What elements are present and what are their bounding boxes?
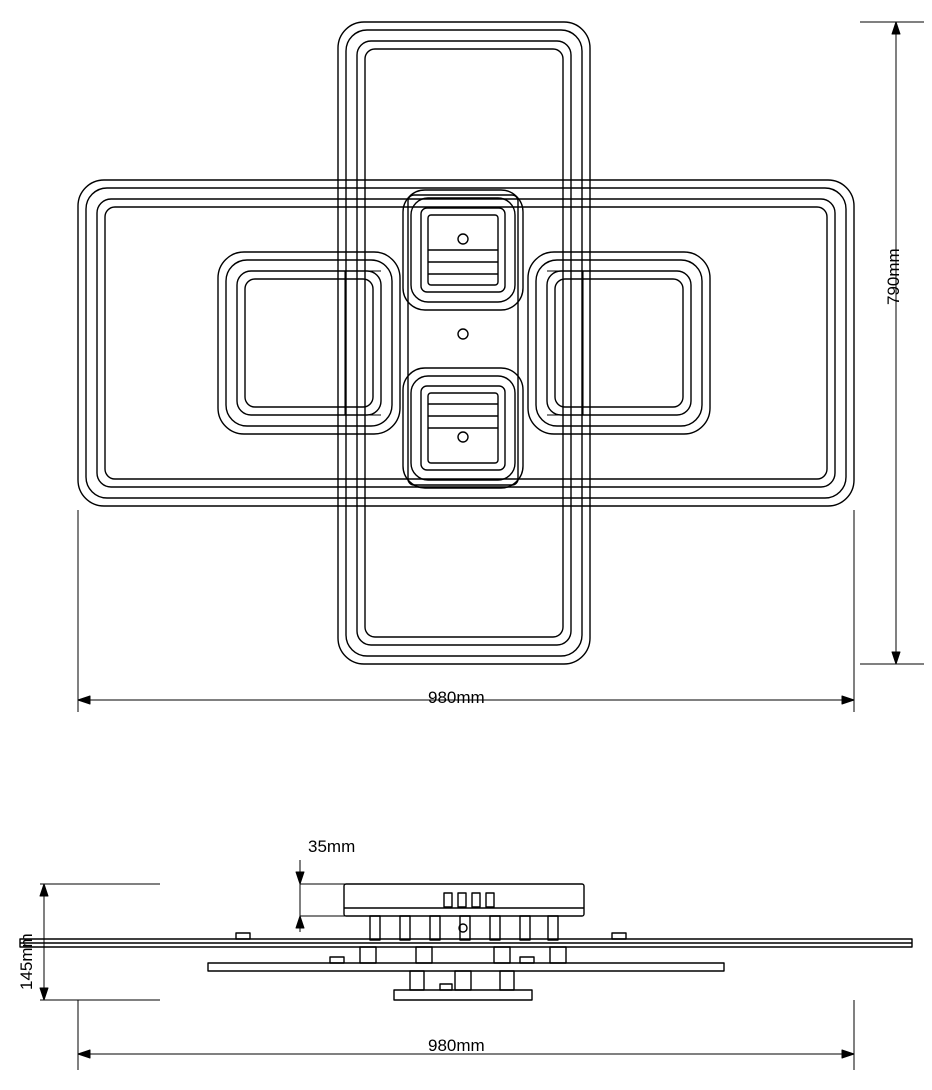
lower-control-module xyxy=(403,368,523,488)
upper-control-module xyxy=(403,190,523,310)
horizontal-frame-outer xyxy=(78,180,854,506)
vertical-frame-outer xyxy=(338,22,590,664)
dimension-lines xyxy=(40,22,924,1070)
right-square-frame xyxy=(528,252,710,434)
dimension-label-depth: 35mm xyxy=(308,837,356,856)
dimension-label-width-top: 980mm xyxy=(428,688,485,707)
dimension-label-height: 790mm xyxy=(884,248,903,305)
dimension-label-width-bottom: 980mm xyxy=(428,1036,485,1055)
side-view-body xyxy=(20,884,912,1000)
left-square-frame xyxy=(218,252,400,434)
dimension-label-thickness: 145mm xyxy=(17,933,36,990)
